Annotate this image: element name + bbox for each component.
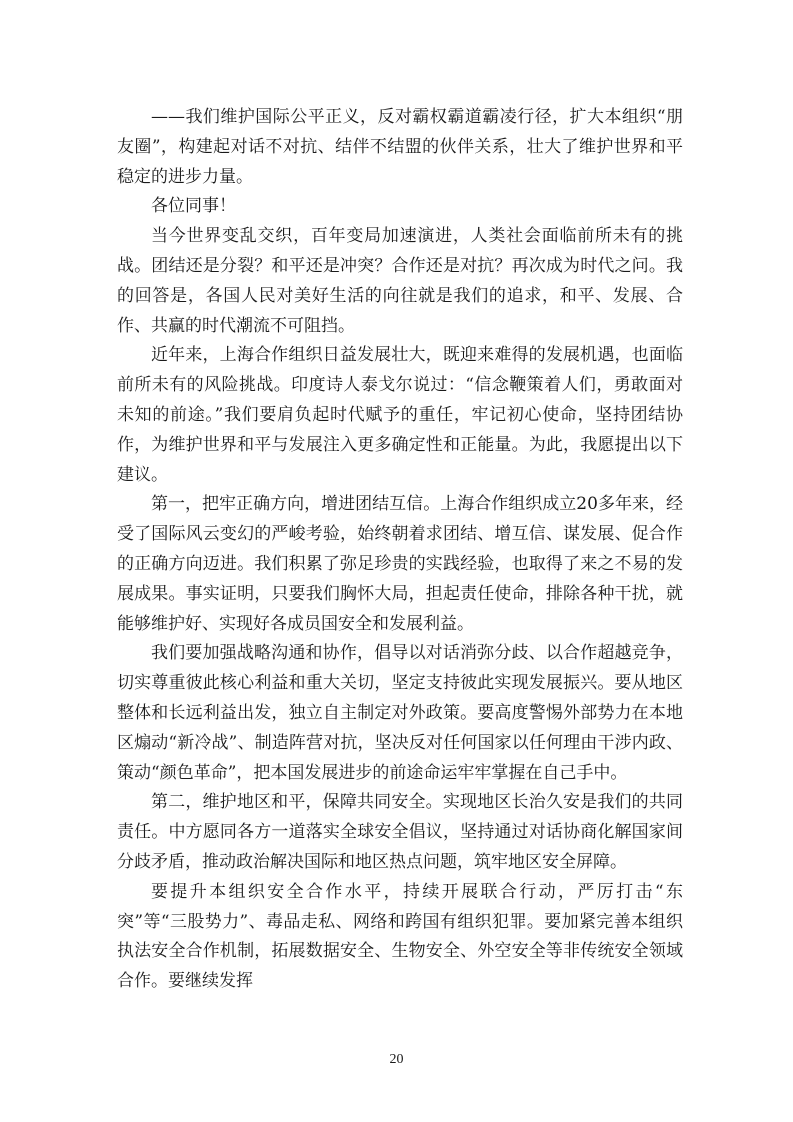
paragraph-5: 第一，把牢正确方向，增进团结互信。上海合作组织成立20多年来，经受了国际风云变幻的严峻考验，始终朝着求团结、增互信、谋发展、促合作的正确方向迈进。我们积累了弥足珍贵的实践经验，也取得了来之不易的发展成果。事实证明，只要我们胸怀大局，担起责任使命，排除各种干扰，就能够维护好、实现好各成员国安全和发展利益。 — [117, 494, 683, 634]
body-text — [117, 103, 683, 997]
paragraph-3: 当今世界变乱交织，百年变局加速演进，人类社会面临前所未有的挑战。团结还是分裂？和平还是冲突？合作还是对抗？再次成为时代之问。我的回答是，各国人民对美好生活的向往就是我们的追求，和平、发展、合作、共赢的时代潮流不可阻挡。 — [117, 226, 683, 336]
paragraph-7: 第二，维护地区和平，保障共同安全。实现地区长治久安是我们的共同责任。中方愿同各方一道落实全球安全倡议，坚持通过对话协商化解国家间分歧矛盾，推动政治解决国际和地区热点问题，筑牢地区安全屏障。 — [117, 792, 683, 872]
page-number: 20 — [389, 1052, 404, 1067]
paragraph-6: 我们要加强战略沟通和协作，倡导以对话消弥分歧、以合作超越竞争，切实尊重彼此核心利益和重大关切，坚定支持彼此实现发展振兴。要从地区整体和长远利益出发，独立自主制定对外政策。要高度警惕外部势力在本地区煽动“新冷战”、制造阵营对抗，坚决反对任何国家以任何理由干涉内政、策动“颜色革命”，把本国发展进步的前途命运牢牢掌握在自己手中。 — [117, 643, 683, 783]
paragraph-4: 近年来，上海合作组织日益发展壮大，既迎来难得的发展机遇，也面临前所未有的风险挑战。印度诗人泰戈尔说过：“信念鞭策着人们，勇敢面对未知的前途。”我们要肩负起时代赋予的重任，牢记初心使命，坚持团结协作，为维护世界和平与发展注入更多确定性和正能量。为此，我愿提出以下建议。 — [117, 345, 683, 485]
paragraph-8: 要提升本组织安全合作水平，持续开展联合行动，严厉打击“东突”等“三股势力”、毒品走私、网络和跨国有组织犯罪。要加紧完善本组织执法安全合作机制，拓展数据安全、生物安全、外空安全等非传统安全领域合作。要继续发挥 — [117, 881, 683, 992]
paragraph-1: ——我们维护国际公平正义，反对霸权霸道霸凌行径，扩大本组织“朋友圈”，构建起对话不对抗、结伴不结盟的伙伴关系，壮大了维护世界和平稳定的进步力量。 — [117, 107, 683, 187]
paragraph-2: 各位同事！ — [151, 196, 236, 217]
